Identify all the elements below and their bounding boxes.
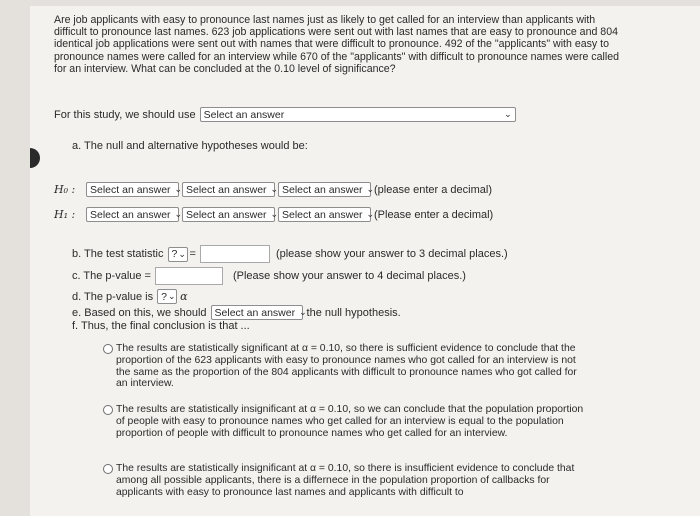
option-3-text: The results are statistically insignificant at α = 0.10, so there is insufficient evidence to conclude that among all possible applicants, there is a differnece in the population proportion of callbacks for applicants with easy to pronounce last names and applicants with difficult to bbox=[116, 463, 575, 498]
conclusion-option-2[interactable] bbox=[116, 404, 586, 439]
decision-select[interactable] bbox=[211, 305, 307, 320]
chevron-down-icon: ⌄ bbox=[174, 209, 183, 219]
chevron-down-icon: ⌄ bbox=[174, 184, 183, 194]
h0-select-1-value: Select an answer bbox=[90, 183, 171, 196]
part-b-label: b. The test statistic bbox=[72, 248, 164, 260]
question-page bbox=[30, 6, 700, 516]
h0-note: (please enter a decimal) bbox=[374, 183, 493, 196]
study-label: For this study, we should use bbox=[54, 108, 196, 121]
comparison-select-value: ? bbox=[161, 290, 167, 303]
study-type-select[interactable] bbox=[200, 107, 516, 122]
study-row bbox=[54, 107, 516, 122]
part-e-row bbox=[72, 305, 401, 320]
part-e-label: e. Based on this, we should bbox=[72, 306, 207, 319]
part-d-label: d. The p-value is bbox=[72, 290, 154, 303]
conclusion-option-1[interactable] bbox=[116, 343, 586, 390]
part-d-row bbox=[72, 289, 188, 304]
test-statistic-input[interactable] bbox=[200, 245, 270, 263]
part-b-row bbox=[72, 245, 508, 263]
chevron-down-icon: ⌄ bbox=[366, 209, 375, 219]
h0-select-2-value: Select an answer bbox=[186, 183, 267, 196]
part-c-row bbox=[72, 267, 466, 285]
study-select-value: Select an answer bbox=[203, 108, 285, 121]
test-statistic-select-value: ? bbox=[171, 248, 178, 260]
conclusion-option-3[interactable] bbox=[116, 463, 586, 498]
h1-symbol: H₁ : bbox=[54, 208, 76, 221]
radio-button[interactable] bbox=[103, 464, 113, 474]
chevron-down-icon: ⌄ bbox=[178, 248, 186, 259]
part-b-note: (please show your answer to 3 decimal places.) bbox=[275, 248, 508, 260]
chevron-down-icon: ⌄ bbox=[366, 184, 375, 194]
radio-button[interactable] bbox=[103, 344, 113, 354]
h1-select-2-value: Select an answer bbox=[186, 208, 267, 221]
h0-symbol: H₀ : bbox=[54, 183, 76, 196]
h1-row bbox=[54, 207, 493, 222]
h1-select-1-value: Select an answer bbox=[90, 208, 171, 221]
part-e-suffix: the null hypothesis. bbox=[306, 306, 401, 319]
test-statistic-select[interactable] bbox=[168, 247, 188, 262]
equals-sign: = bbox=[189, 248, 196, 260]
part-f-label: f. Thus, the final conclusion is that ... bbox=[72, 320, 250, 332]
chevron-down-icon: ⌄ bbox=[270, 184, 279, 194]
h1-select-3-value: Select an answer bbox=[282, 208, 363, 221]
chevron-down-icon: ⌄ bbox=[504, 109, 512, 119]
h0-select-3-value: Select an answer bbox=[282, 183, 363, 196]
option-2-text: The results are statistically insignificant at α = 0.10, so we can conclude that the population proportion of people with easy to pronounce names who get called for an interview is equal to the population proportion of people with difficult to pronounce names who get called for an interview. bbox=[116, 404, 584, 439]
h1-value-select[interactable] bbox=[278, 207, 375, 222]
decision-select-value: Select an answer bbox=[214, 306, 296, 319]
h0-operator-select[interactable] bbox=[182, 182, 279, 197]
p-value-comparison-select[interactable] bbox=[157, 289, 177, 304]
chevron-down-icon: ⌄ bbox=[270, 209, 279, 219]
h1-parameter-select[interactable] bbox=[86, 207, 183, 222]
h1-note: (Please enter a decimal) bbox=[374, 208, 494, 221]
alpha-symbol: α bbox=[180, 290, 188, 303]
chevron-down-icon: ⌄ bbox=[167, 291, 176, 301]
chevron-down-icon: ⌄ bbox=[299, 307, 307, 317]
part-c-label: c. The p-value = bbox=[72, 270, 151, 282]
question-marker bbox=[30, 148, 40, 168]
radio-button[interactable] bbox=[103, 405, 113, 415]
part-a-label: a. The null and alternative hypotheses would be: bbox=[72, 140, 308, 152]
part-c-note: (Please show your answer to 4 decimal places.) bbox=[232, 270, 466, 282]
question-text: Are job applicants with easy to pronounce last names just as likely to get called for an interview than applicants with difficult to pronounce last names. 623 job applications were sent out with last names that are easy to pronounce and 804 identical job applications were sent out with names that were difficult to pronounce. 492 of the "applicants" with easy to pronounce names were called for an interview while 670 of the "applicants" with difficult to pronounce names were called for an interview. What can be concluded at the 0.10 level of significance? bbox=[54, 14, 619, 75]
h0-value-select[interactable] bbox=[278, 182, 375, 197]
h0-parameter-select[interactable] bbox=[86, 182, 183, 197]
h1-operator-select[interactable] bbox=[182, 207, 279, 222]
p-value-input[interactable] bbox=[155, 267, 223, 285]
option-1-text: The results are statistically significant at α = 0.10, so there is sufficient evidence to conclude that the proportion of the 623 applicants with easy to pronounce names who got called for an interview is not the same as the proportion of the 804 applicants with difficult to pronounce names who got called for an interview. bbox=[116, 343, 577, 390]
h0-row bbox=[54, 182, 492, 197]
